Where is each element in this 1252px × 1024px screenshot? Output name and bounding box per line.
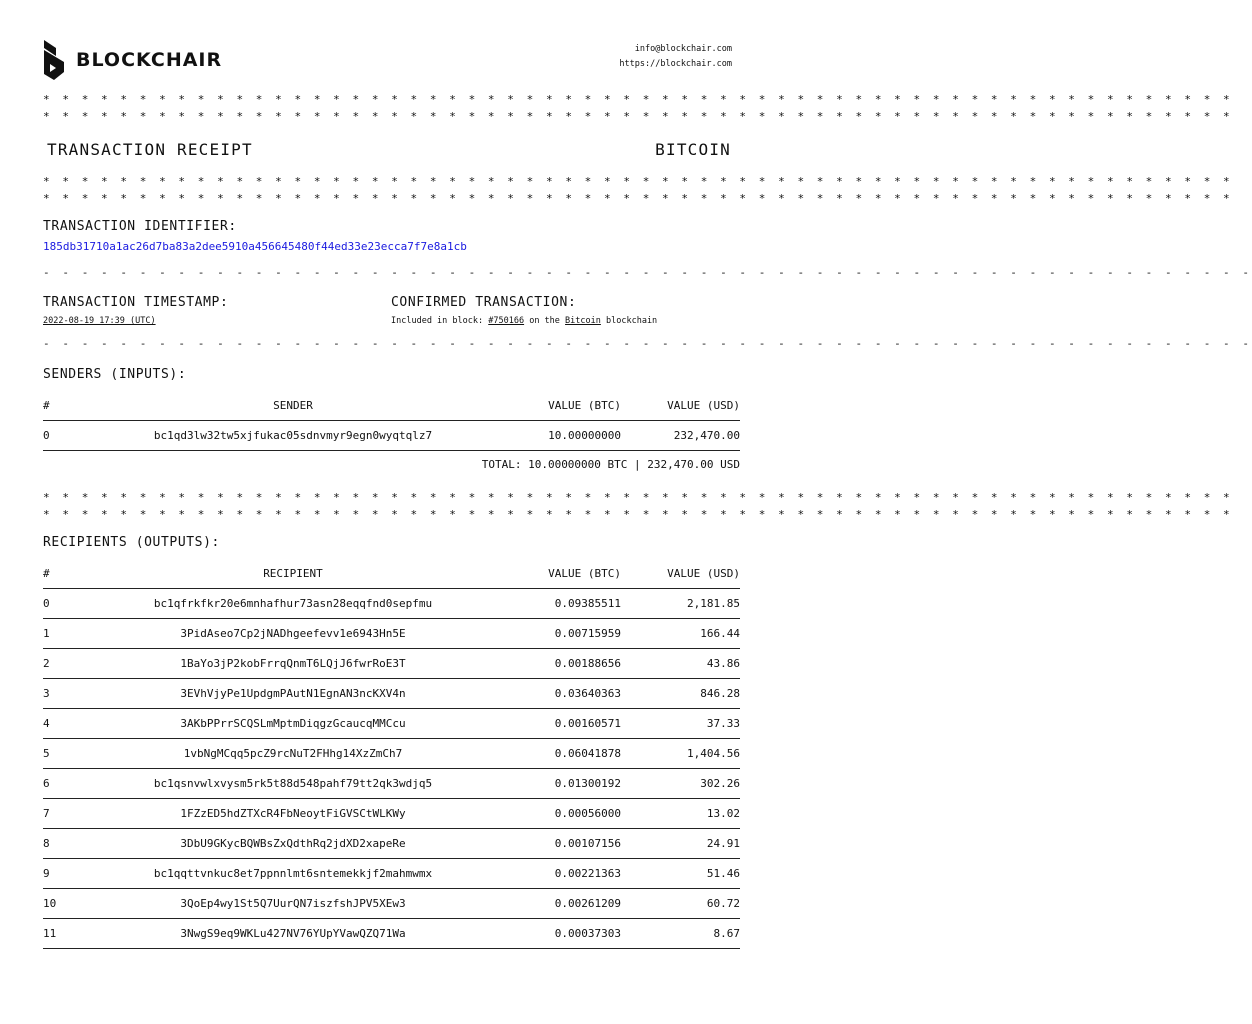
blockchair-logo-icon (42, 40, 66, 80)
column-header: RECIPIENT (103, 558, 483, 589)
column-header: VALUE (BTC) (483, 390, 621, 421)
table-row (43, 799, 740, 829)
value-btc: 0.01300192 (483, 769, 621, 799)
block-link[interactable]: #750166 (488, 316, 525, 326)
value-btc: 0.03640363 (483, 679, 621, 709)
value-btc: 0.00261209 (483, 889, 621, 919)
value-usd: 43.86 (621, 649, 740, 679)
contact-block (619, 42, 732, 72)
recipient-address[interactable]: 3QoEp4wy1St5Q7UurQN7iszfshJPV5XEw3 (103, 889, 483, 919)
value-btc: 0.06041878 (483, 739, 621, 769)
value-btc: 0.00056000 (483, 799, 621, 829)
table-row (43, 889, 740, 919)
chain-link[interactable]: Bitcoin (565, 316, 601, 326)
recipient-address[interactable]: 3NwgS9eq9WKLu427NV76YUpYVawQZQ71Wa (103, 919, 483, 949)
timestamp-value[interactable]: 2022-08-19 17:39 (UTC) (43, 316, 156, 326)
table-row (43, 739, 740, 769)
senders-total: TOTAL: 10.00000000 BTC | 232,470.00 USD (481, 458, 740, 471)
brand-name: BLOCKCHAIR (76, 49, 223, 71)
value-btc: 0.09385511 (483, 589, 621, 619)
recipient-address[interactable]: 3DbU9GKycBQWBsZxQdthRq2jdXD2xapeRe (103, 829, 483, 859)
value-usd: 51.46 (621, 859, 740, 889)
row-index: 0 (43, 589, 103, 619)
brand-logo[interactable] (42, 40, 222, 80)
column-header: VALUE (BTC) (483, 558, 621, 589)
dash-divider: - - - - - - - - - - - - - - - - - - - - - - - - - - - - - - - - - - - - - - - - - - - - - - - - - - - - - - - - - - - - - - - (43, 337, 1252, 350)
table-row (43, 421, 740, 451)
row-index: 3 (43, 679, 103, 709)
table-row (43, 709, 740, 739)
star-divider: * * * * * * * * * * * * * * * * * * * * * * * * * * * * * * * * * * * * * * * * * * * * * * * * * * * * * * * * * * * * * * (43, 93, 1233, 106)
confirmed-prefix: Included in block: (391, 316, 484, 326)
table-header-row (43, 558, 740, 589)
value-usd: 2,181.85 (621, 589, 740, 619)
value-btc: 0.00188656 (483, 649, 621, 679)
table-row (43, 589, 740, 619)
recipients-heading: RECIPIENTS (OUTPUTS): (43, 535, 220, 550)
identifier-label: TRANSACTION IDENTIFIER: (43, 219, 237, 234)
value-usd: 1,404.56 (621, 739, 740, 769)
table-row (43, 829, 740, 859)
table-row (43, 649, 740, 679)
dash-divider: - - - - - - - - - - - - - - - - - - - - - - - - - - - - - - - - - - - - - - - - - - - - - - - - - - - - - - - - - - - - - - - (43, 266, 1252, 279)
confirmed-detail (391, 316, 657, 326)
row-index: 2 (43, 649, 103, 679)
value-btc: 0.00715959 (483, 619, 621, 649)
table-row (43, 859, 740, 889)
senders-table (43, 390, 740, 451)
column-header: VALUE (USD) (621, 390, 740, 421)
value-btc: 0.00160571 (483, 709, 621, 739)
table-row (43, 679, 740, 709)
value-usd: 302.26 (621, 769, 740, 799)
recipient-address[interactable]: 1FZzED5hdZTXcR4FbNeoytFiGVSCtWLKWy (103, 799, 483, 829)
row-index: 7 (43, 799, 103, 829)
confirmed-label: CONFIRMED TRANSACTION: (391, 295, 577, 310)
recipient-address[interactable]: bc1qqttvnkuc8et7ppnnlmt6sntemekkjf2mahmwmx (103, 859, 483, 889)
value-usd: 8.67 (621, 919, 740, 949)
recipient-address[interactable]: bc1qsnvwlxvysm5rk5t88d548pahf79tt2qk3wdjq5 (103, 769, 483, 799)
column-header: # (43, 558, 103, 589)
confirmed-suffix: blockchain (606, 316, 658, 326)
chain-name: BITCOIN (655, 140, 731, 159)
row-index: 9 (43, 859, 103, 889)
star-divider: * * * * * * * * * * * * * * * * * * * * * * * * * * * * * * * * * * * * * * * * * * * * * * * * * * * * * * * * * * * * * * (43, 110, 1233, 123)
row-index: 0 (43, 421, 103, 451)
contact-email[interactable]: info@blockchair.com (634, 44, 732, 54)
row-index: 4 (43, 709, 103, 739)
recipient-address[interactable]: 3AKbPPrrSCQSLmMptmDiqgzGcaucqMMCcu (103, 709, 483, 739)
recipient-address[interactable]: bc1qfrkfkr20e6mnhafhur73asn28eqqfnd0sepfmu (103, 589, 483, 619)
column-header: # (43, 390, 103, 421)
sender-address[interactable]: bc1qd3lw32tw5xjfukac05sdnvmyr9egn0wyqtqlz7 (103, 421, 483, 451)
recipients-table (43, 558, 740, 949)
transaction-hash[interactable]: 185db31710a1ac26d7ba83a2dee5910a456645480f44ed33e23ecca7f7e8a1cb (43, 240, 467, 253)
recipient-address[interactable]: 1BaYo3jP2kobFrrqQnmT6LQjJ6fwrRoE3T (103, 649, 483, 679)
table-row (43, 619, 740, 649)
contact-website[interactable]: https://blockchair.com (619, 59, 732, 69)
star-divider: * * * * * * * * * * * * * * * * * * * * * * * * * * * * * * * * * * * * * * * * * * * * * * * * * * * * * * * * * * * * * * (43, 175, 1233, 188)
star-divider: * * * * * * * * * * * * * * * * * * * * * * * * * * * * * * * * * * * * * * * * * * * * * * * * * * * * * * * * * * * * * * (43, 192, 1233, 205)
recipient-address[interactable]: 3EVhVjyPe1UpdgmPAutN1EgnAN3ncKXV4n (103, 679, 483, 709)
star-divider: * * * * * * * * * * * * * * * * * * * * * * * * * * * * * * * * * * * * * * * * * * * * * * * * * * * * * * * * * * * * * * (43, 508, 1233, 521)
table-row (43, 919, 740, 949)
value-usd: 37.33 (621, 709, 740, 739)
value-btc: 0.00107156 (483, 829, 621, 859)
value-btc: 10.00000000 (483, 421, 621, 451)
value-usd: 232,470.00 (621, 421, 740, 451)
table-row (43, 769, 740, 799)
value-btc: 0.00037303 (483, 919, 621, 949)
row-index: 1 (43, 619, 103, 649)
row-index: 11 (43, 919, 103, 949)
senders-heading: SENDERS (INPUTS): (43, 367, 187, 382)
column-header: SENDER (103, 390, 483, 421)
value-usd: 13.02 (621, 799, 740, 829)
confirmed-middle: on the (529, 316, 560, 326)
value-usd: 846.28 (621, 679, 740, 709)
table-header-row (43, 390, 740, 421)
row-index: 6 (43, 769, 103, 799)
receipt-title: TRANSACTION RECEIPT (47, 140, 253, 159)
column-header: VALUE (USD) (621, 558, 740, 589)
recipient-address[interactable]: 1vbNgMCqq5pcZ9rcNuT2FHhg14XzZmCh7 (103, 739, 483, 769)
value-usd: 60.72 (621, 889, 740, 919)
value-usd: 166.44 (621, 619, 740, 649)
row-index: 10 (43, 889, 103, 919)
timestamp-label: TRANSACTION TIMESTAMP: (43, 295, 229, 310)
value-btc: 0.00221363 (483, 859, 621, 889)
row-index: 8 (43, 829, 103, 859)
recipient-address[interactable]: 3PidAseo7Cp2jNADhgeefevv1e6943Hn5E (103, 619, 483, 649)
value-usd: 24.91 (621, 829, 740, 859)
star-divider: * * * * * * * * * * * * * * * * * * * * * * * * * * * * * * * * * * * * * * * * * * * * * * * * * * * * * * * * * * * * * * (43, 491, 1233, 504)
row-index: 5 (43, 739, 103, 769)
